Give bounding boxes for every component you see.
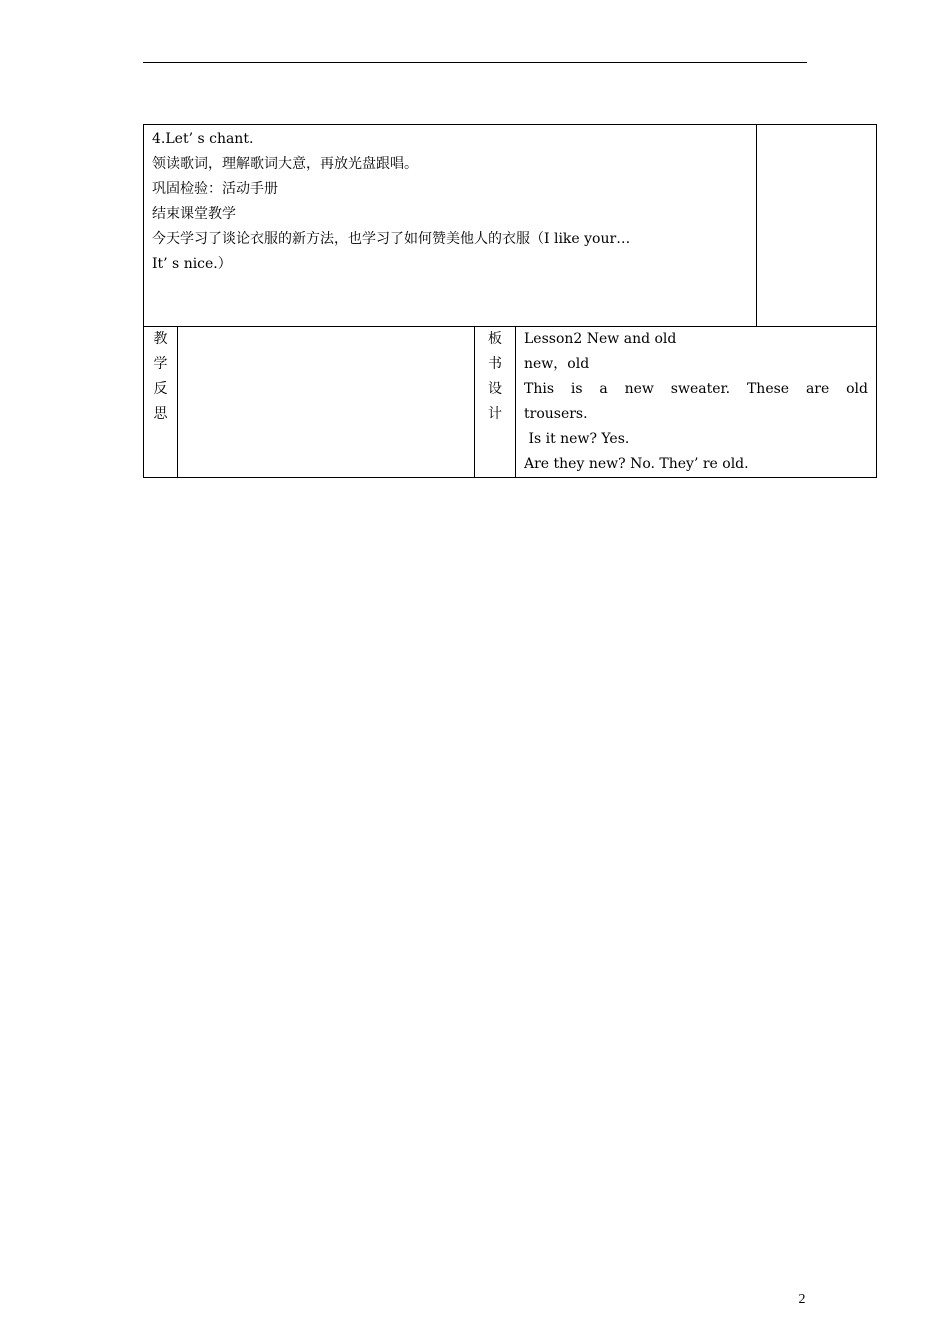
process-line-chant: 4.Let’ s chant.: [152, 131, 254, 147]
board-line-title: Lesson2 New and old: [524, 331, 677, 347]
notes-cell: [757, 125, 877, 327]
reflection-label-cell: [144, 327, 178, 478]
process-line-end: 结束课堂教学: [152, 206, 236, 222]
process-line-summary: 今天学习了谈论衣服的新方法，也学习了如何赞美他人的衣服（I like your…: [152, 231, 631, 247]
board-design-cell: [516, 327, 877, 478]
board-label-char: 书: [488, 356, 502, 372]
board-line-question-2: Are they new? No. They’ re old.: [524, 456, 749, 472]
board-label-char: 设: [488, 381, 502, 397]
reflection-label-char: 学: [153, 356, 168, 372]
reflection-label-char: 教: [153, 331, 168, 347]
teaching-process-cell: [144, 125, 757, 327]
reflection-label-char: 思: [153, 406, 168, 422]
header-rule: [143, 62, 807, 63]
process-line-summary-cont: It’ s nice.）: [152, 256, 232, 272]
board-line-vocab: new，old: [524, 356, 590, 372]
page-number: 2: [798, 1292, 806, 1307]
board-line-sentence: This is a new sweater. These are old: [524, 381, 869, 397]
board-label-char: 计: [488, 406, 502, 422]
lesson-plan-table: [143, 124, 877, 478]
process-line-check: 巩固检验：活动手册: [152, 181, 278, 197]
reflection-content-cell: [178, 327, 475, 478]
board-line-sentence-cont: trousers.: [524, 406, 588, 422]
reflection-board-row: [144, 327, 877, 478]
board-label-char: 板: [488, 331, 502, 347]
process-line-lyrics: 领读歌词，理解歌词大意，再放光盘跟唱。: [152, 156, 418, 172]
process-row: [144, 125, 877, 327]
reflection-label-char: 反: [153, 381, 168, 397]
board-label-cell: [475, 327, 516, 478]
board-line-question-1: Is it new? Yes.: [524, 431, 630, 447]
